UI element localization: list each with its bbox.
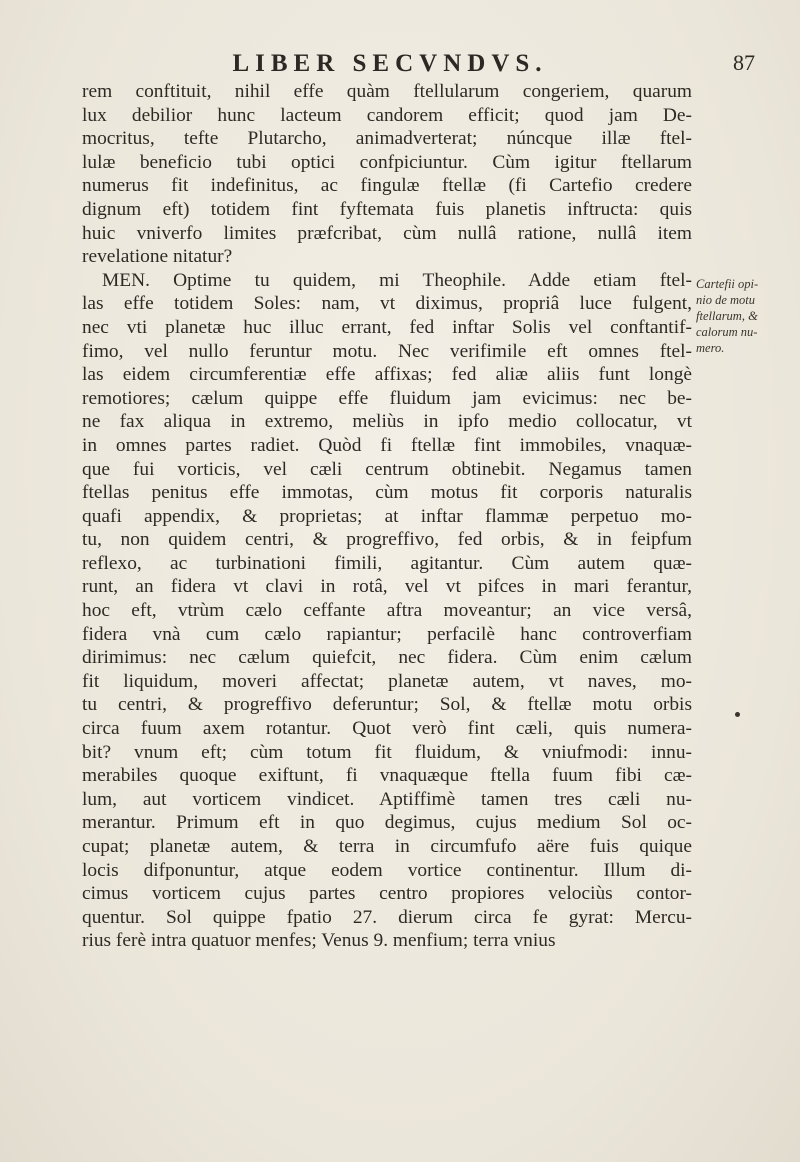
text-line: lum, aut vorticem vindicet. Aptiffimè tamen tres cæli nu- [82,788,692,810]
text-line: dignum eft) totidem fint fyftemata fuis planetis inftructa: quis [82,198,692,220]
text-line: huic vniverfo limites præfcribat, cùm nullâ ratione, nullâ item [82,222,692,244]
text-line: rem conftituit, nihil effe quàm ftellularum congeriem, quarum [82,81,692,102]
text-line: que fui vorticis, vel cæli centrum obtinebit. Negamus tamen [82,458,692,480]
marginal-note-line: mero. [696,341,725,355]
text-line: lux debilior hunc lacteum candorem efficit; quod jam De- [82,104,692,126]
page-number: 87 [733,50,755,75]
text-line: remotiores; cælum quippe effe fluidum jam evicimus: nec be- [82,387,692,409]
text-line: fit liquidum, moveri affectat; planetæ autem, vt naves, mo- [82,670,692,692]
ink-speck [735,712,740,717]
text-line: merantur. Primum eft in quo degimus, cujus medium Sol oc- [82,812,692,834]
text-line: dirimimus: nec cælum quiefcit, nec fidera. Cùm enim cælum [82,647,692,669]
text-line: mocritus, tefte Plutarcho, animadverterat; núncque illæ ftel- [82,128,692,150]
text-line: merabiles quoque exiftunt, fi vnaquæque ftella fuum fibi cæ- [82,765,692,787]
text-line: cimus vorticem cujus partes centro propiores velociùs contor- [82,883,692,905]
text-line: hoc eft, vtrùm cælo ceffante aftra moveantur; an vice versâ, [82,600,692,622]
text-line: revelatione nitatur? [82,246,233,268]
text-line: bit? vnum eft; cùm totum fit fluidum, & vniufmodi: innu- [82,741,692,763]
text-line: fimo, vel nullo feruntur motu. Nec verifimile eft omnes ftel- [82,340,692,362]
text-line: rius ferè intra quatuor menfes; Venus 9. menfium; terra vnius [82,930,556,952]
marginal-note-line: ftellarum, & [696,309,758,323]
main-text-block [82,80,692,953]
text-line: circa fuum axem rotantur. Quot verò fint cæli, quis numera- [82,718,692,740]
text-line: tu centri, & progreffivo deferuntur; Sol, & ftellæ motu orbis [82,694,692,716]
text-line: lulæ beneficio tubi optici confpiciuntur. Cùm igitur ftellarum [82,151,692,173]
text-line: quafi appendix, & proprietas; at inftar flammæ perpetuo mo- [82,505,692,527]
marginal-note [696,276,796,356]
text-line: las effe totidem Soles: nam, vt diximus, propriâ luce fulgent, [82,293,692,315]
running-title: LIBER SECVNDVS. [232,50,548,77]
text-line: ftellas penitus effe immotas, cùm motus fit corporis naturalis [82,482,692,504]
text-line: nec vti planetæ huc illuc errant, fed inftar Solis vel conftantif- [82,316,692,338]
text-line: locis difponuntur, atque eodem vortice continentur. Illum di- [82,859,692,881]
text-line: cupat; planetæ autem, & terra in circumfufo aëre fuis quique [82,836,692,857]
marginal-note-line: calorum nu- [696,325,758,339]
marginal-note-line: nio de motu [696,293,756,307]
text-line: ne fax aliqua in extremo, meliùs in ipfo medio collocatur, vt [82,411,692,433]
marginal-note-line: Cartefii opi- [696,277,759,291]
text-line: tu, non quidem centri, & progreffivo, fed orbis, & in feipfum [82,529,692,551]
text-line: in omnes partes radiet. Quòd fi ftellæ fint immobiles, vnaquæ- [82,434,692,456]
text-line: las eidem circumferentiæ effe affixas; fed aliæ aliis funt longè [82,364,692,386]
text-line: runt, an fidera vt clavi in rotâ, vel vt pifces in mari ferantur, [82,576,692,598]
text-line: numerus fit indefinitus, ac fingulæ ftellæ (fi Cartefio credere [82,175,692,197]
text-line: quentur. Sol quippe fpatio 27. dierum circa fe gyrat: Mercu- [82,906,692,928]
text-line: fidera vnà cum cælo rapiantur; perfacilè hanc controverfiam [82,623,692,645]
text-line: reflexo, ac turbinationi fimili, agitantur. Cùm autem quæ- [82,552,692,574]
text-line: MEN. Optime tu quidem, mi Theophile. Adde etiam ftel- [102,269,692,291]
